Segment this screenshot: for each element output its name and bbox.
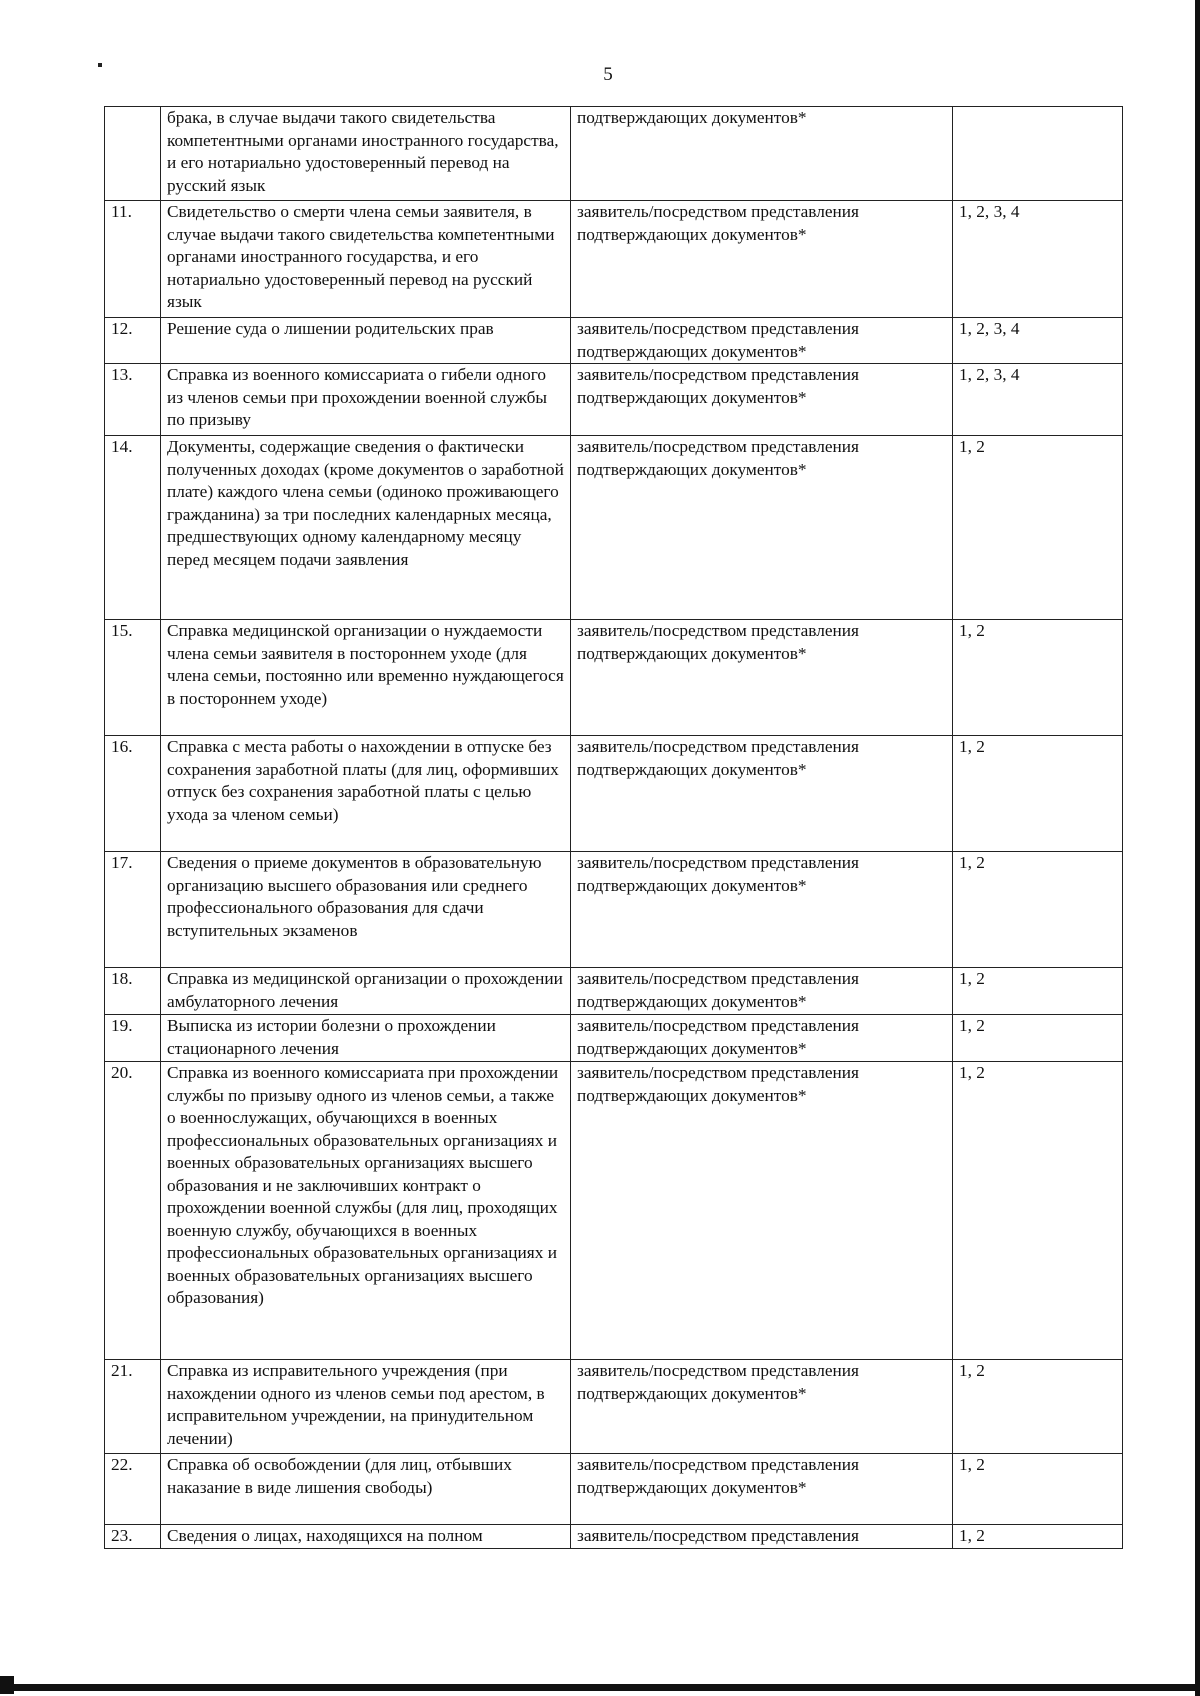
applicant-categories: 1, 2	[953, 1062, 1123, 1360]
row-number: 14.	[105, 436, 161, 620]
document-source: заявитель/посредством представления подтверждающих документов*	[571, 852, 953, 968]
document-source: заявитель/посредством представления подтверждающих документов*	[571, 736, 953, 852]
document-name: Свидетельство о смерти члена семьи заявителя, в случае выдачи такого свидетельства компетентными органами иностранного государства, и его нотариально удостоверенный перевод на русский язык	[161, 201, 571, 318]
document-source: заявитель/посредством представления подтверждающих документов*	[571, 436, 953, 620]
document-name: Справка с места работы о нахождении в отпуске без сохранения заработной платы (для лиц, оформивших отпуск без сохранения заработной платы с целью ухода за членом семьи)	[161, 736, 571, 852]
scan-border-bottom	[0, 1684, 1200, 1691]
table-row	[105, 364, 1123, 436]
document-name: Справка из медицинской организации о прохождении амбулаторного лечения	[161, 968, 571, 1015]
row-number: 17.	[105, 852, 161, 968]
row-number: 11.	[105, 201, 161, 318]
document-source: заявитель/посредством представления подтверждающих документов*	[571, 620, 953, 736]
table-row	[105, 736, 1123, 852]
applicant-categories: 1, 2	[953, 620, 1123, 736]
applicant-categories: 1, 2	[953, 852, 1123, 968]
table-row	[105, 201, 1123, 318]
row-number: 23.	[105, 1525, 161, 1549]
document-source: заявитель/посредством представления подтверждающих документов*	[571, 968, 953, 1015]
document-name: Решение суда о лишении родительских прав	[161, 318, 571, 364]
applicant-categories	[953, 107, 1123, 201]
applicant-categories: 1, 2	[953, 736, 1123, 852]
document-source: заявитель/посредством представления подтверждающих документов*	[571, 318, 953, 364]
row-number: 21.	[105, 1360, 161, 1454]
applicant-categories: 1, 2, 3, 4	[953, 201, 1123, 318]
documents-table	[104, 106, 1123, 1549]
document-source: заявитель/посредством представления подтверждающих документов*	[571, 201, 953, 318]
row-number: 20.	[105, 1062, 161, 1360]
document-source: подтверждающих документов*	[571, 107, 953, 201]
table-row	[105, 107, 1123, 201]
table-row	[105, 852, 1123, 968]
row-number: 12.	[105, 318, 161, 364]
document-name: брака, в случае выдачи такого свидетельства компетентными органами иностранного государства, и его нотариально удостоверенный перевод на русский язык	[161, 107, 571, 201]
row-number: 18.	[105, 968, 161, 1015]
applicant-categories: 1, 2	[953, 1454, 1123, 1525]
table-row	[105, 1015, 1123, 1062]
table-row	[105, 1525, 1123, 1549]
table-row	[105, 436, 1123, 620]
row-number: 16.	[105, 736, 161, 852]
applicant-categories: 1, 2	[953, 968, 1123, 1015]
document-name: Справка из исправительного учреждения (при нахождении одного из членов семьи под арестом, в исправительном учреждении, на принудительном лечении)	[161, 1360, 571, 1454]
document-source: заявитель/посредством представления подтверждающих документов*	[571, 1062, 953, 1360]
page-number: 5	[603, 64, 613, 85]
document-source: заявитель/посредством представления подтверждающих документов*	[571, 1454, 953, 1525]
row-number: 19.	[105, 1015, 161, 1062]
applicant-categories: 1, 2	[953, 1360, 1123, 1454]
applicant-categories: 1, 2, 3, 4	[953, 318, 1123, 364]
document-source: заявитель/посредством представления подтверждающих документов*	[571, 364, 953, 436]
document-name: Справка из военного комиссариата при прохождении службы по призыву одного из членов семьи, а также о военнослужащих, обучающихся в военных профессиональных образовательных организациях и военных образовательных организациях высшего образования и не заключивших контракт о прохождении военной службы (для лиц, проходящих военную службу, обучающихся в военных профессиональных образовательных организациях и военных образовательных организациях высшего образования)	[161, 1062, 571, 1360]
document-name: Сведения о приеме документов в образовательную организацию высшего образования или среднего профессионального образования для сдачи вступительных экзаменов	[161, 852, 571, 968]
applicant-categories: 1, 2, 3, 4	[953, 364, 1123, 436]
document-name: Справка из военного комиссариата о гибели одного из членов семьи при прохождении военной службы по призыву	[161, 364, 571, 436]
row-number	[105, 107, 161, 201]
table-row	[105, 318, 1123, 364]
scan-border-right	[1195, 0, 1200, 1696]
applicant-categories: 1, 2	[953, 1525, 1123, 1549]
table-row	[105, 1454, 1123, 1525]
table-row	[105, 620, 1123, 736]
document-source: заявитель/посредством представления	[571, 1525, 953, 1549]
applicant-categories: 1, 2	[953, 1015, 1123, 1062]
document-name: Сведения о лицах, находящихся на полном	[161, 1525, 571, 1549]
document-name: Выписка из истории болезни о прохождении стационарного лечения	[161, 1015, 571, 1062]
table-row	[105, 1062, 1123, 1360]
row-number: 15.	[105, 620, 161, 736]
row-number: 13.	[105, 364, 161, 436]
table-row	[105, 1360, 1123, 1454]
document-name: Справка медицинской организации о нуждаемости члена семьи заявителя в постороннем уходе (для члена семьи, постоянно или временно нуждающегося в постороннем уходе)	[161, 620, 571, 736]
document-name: Справка об освобождении (для лиц, отбывших наказание в виде лишения свободы)	[161, 1454, 571, 1525]
applicant-categories: 1, 2	[953, 436, 1123, 620]
document-name: Документы, содержащие сведения о фактически полученных доходах (кроме документов о заработной плате) каждого члена семьи (одиноко проживающего гражданина) за три последних календарных месяца, предшествующих одному календарному месяцу перед месяцем подачи заявления	[161, 436, 571, 620]
row-number: 22.	[105, 1454, 161, 1525]
table-row	[105, 968, 1123, 1015]
document-source: заявитель/посредством представления подтверждающих документов*	[571, 1360, 953, 1454]
document-source: заявитель/посредством представления подтверждающих документов*	[571, 1015, 953, 1062]
